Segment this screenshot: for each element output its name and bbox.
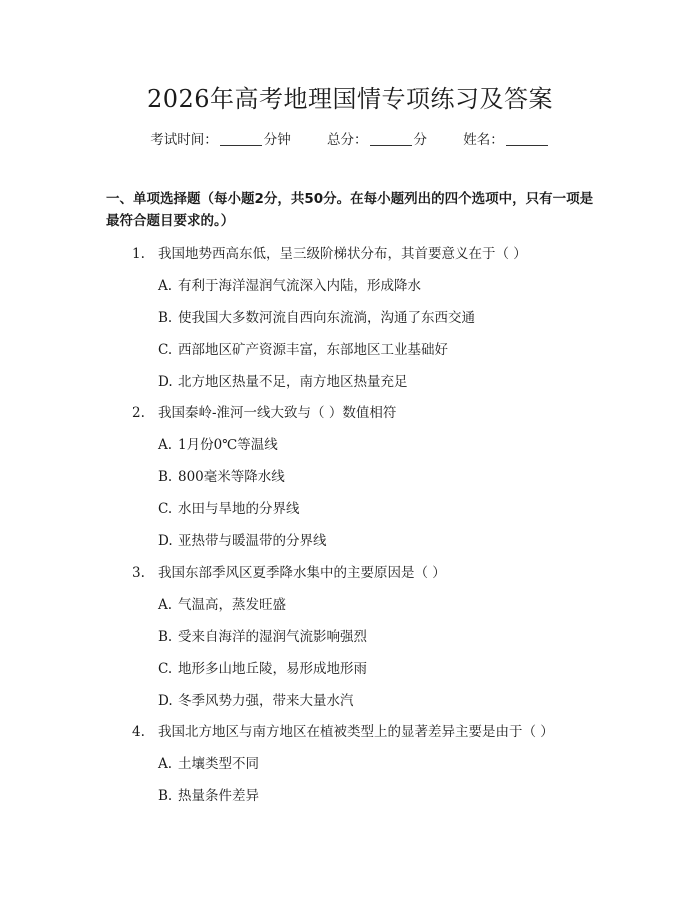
score-unit: 分 bbox=[413, 132, 427, 148]
time-unit: 分钟 bbox=[263, 132, 291, 148]
question-number: 2. bbox=[132, 405, 145, 421]
option-letter: B. bbox=[158, 788, 173, 804]
question-text: 我国东部季风区夏季降水集中的主要原因是（ ） bbox=[158, 565, 446, 581]
exam-score bbox=[327, 132, 431, 148]
option-letter: A. bbox=[158, 437, 173, 453]
question-4-option-b bbox=[158, 786, 259, 806]
time-blank bbox=[220, 131, 262, 146]
score-blank bbox=[370, 131, 412, 146]
option-letter: A. bbox=[158, 756, 173, 772]
option-text: 热量条件差异 bbox=[178, 788, 259, 804]
option-letter: D. bbox=[158, 693, 173, 709]
option-text: 地形多山地丘陵，易形成地形雨 bbox=[178, 661, 367, 677]
option-letter: C. bbox=[158, 501, 173, 517]
option-text: 1月份0℃等温线 bbox=[178, 437, 278, 453]
option-letter: D. bbox=[158, 374, 173, 390]
question-number: 4. bbox=[132, 724, 145, 740]
option-text: 北方地区热量不足，南方地区热量充足 bbox=[178, 374, 408, 390]
exam-meta bbox=[0, 130, 700, 150]
option-letter: C. bbox=[158, 342, 173, 358]
page-title: 2026年高考地理国情专项练习及答案 bbox=[146, 85, 554, 113]
question-2-option-c bbox=[158, 499, 300, 519]
time-label: 考试时间： bbox=[150, 132, 218, 148]
question-text: 我国地势西高东低，呈三级阶梯状分布，其首要意义在于（ ） bbox=[158, 246, 527, 262]
question-2-option-b bbox=[158, 467, 285, 487]
section-heading: 一、单项选择题（每小题2分，共50分。在每小题列出的四个选项中，只有一项是最符合题目要求的。） bbox=[106, 191, 594, 229]
option-letter: B. bbox=[158, 629, 173, 645]
question-3 bbox=[132, 563, 446, 583]
question-1-option-c bbox=[158, 340, 448, 360]
option-text: 800毫米等降水线 bbox=[178, 469, 285, 485]
option-text: 亚热带与暖温带的分界线 bbox=[178, 533, 327, 549]
name-label: 姓名： bbox=[463, 132, 504, 148]
option-letter: B. bbox=[158, 469, 173, 485]
question-1 bbox=[132, 244, 527, 264]
score-label: 总分： bbox=[327, 132, 368, 148]
option-text: 有利于海洋湿润气流深入内陆，形成降水 bbox=[178, 278, 421, 294]
exam-name bbox=[463, 132, 550, 148]
question-1-option-a bbox=[158, 276, 421, 296]
option-text: 土壤类型不同 bbox=[178, 756, 259, 772]
option-text: 冬季风势力强，带来大量水汽 bbox=[178, 693, 354, 709]
option-text: 使我国大多数河流自西向东流淌，沟通了东西交通 bbox=[178, 310, 475, 326]
question-3-option-a bbox=[158, 595, 286, 615]
question-4-option-a bbox=[158, 754, 259, 774]
exam-time bbox=[150, 132, 295, 148]
question-1-option-d bbox=[158, 372, 408, 392]
question-number: 1. bbox=[132, 246, 145, 262]
question-2-option-a bbox=[158, 435, 278, 455]
option-letter: B. bbox=[158, 310, 173, 326]
option-text: 受来自海洋的湿润气流影响强烈 bbox=[178, 629, 367, 645]
option-letter: A. bbox=[158, 597, 173, 613]
question-text: 我国北方地区与南方地区在植被类型上的显著差异主要是由于（ ） bbox=[158, 724, 554, 740]
question-1-option-b bbox=[158, 308, 475, 328]
question-3-option-b bbox=[158, 627, 367, 647]
question-2-option-d bbox=[158, 531, 327, 551]
question-2 bbox=[132, 403, 396, 423]
option-text: 西部地区矿产资源丰富，东部地区工业基础好 bbox=[178, 342, 448, 358]
option-letter: C. bbox=[158, 661, 173, 677]
option-letter: D. bbox=[158, 533, 173, 549]
option-letter: A. bbox=[158, 278, 173, 294]
name-blank bbox=[506, 131, 548, 146]
question-4 bbox=[132, 722, 554, 742]
option-text: 水田与旱地的分界线 bbox=[178, 501, 300, 517]
option-text: 气温高，蒸发旺盛 bbox=[178, 597, 286, 613]
question-number: 3. bbox=[132, 565, 145, 581]
question-text: 我国秦岭-淮河一线大致与（ ）数值相符 bbox=[158, 405, 397, 421]
question-3-option-d bbox=[158, 691, 354, 711]
question-3-option-c bbox=[158, 659, 367, 679]
